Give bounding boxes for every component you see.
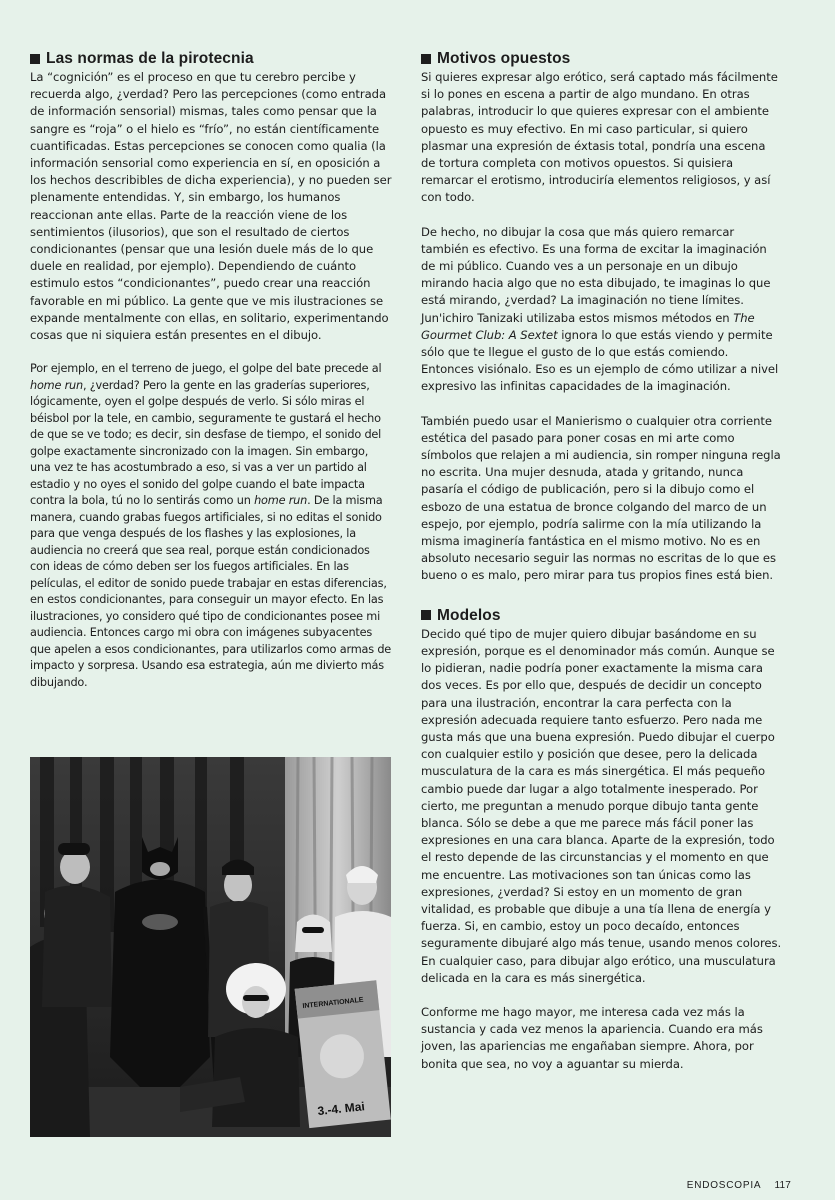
group-photo-illustration (30, 757, 391, 1137)
paragraph-home-run (30, 361, 392, 691)
group-photo (30, 757, 391, 1137)
italic-term: home run (30, 378, 83, 392)
paragraph-expresion: Decido qué tipo de mujer quiero dibujar basándome en su expresión, porque es el denominador más común. Aunque se lo pidieran, nadie podría poner exactamente la misma cara dos veces. Es por ello que, después de decidir un concepto para una ilustración, encontrar la cara perfecta con la expresión adecuada requiere tanto esfuerzo. Pero nada me gusta más que una buena expresión. Puedo dibujar el cuerpo con cualquier estilo y posición que desee, pero la delicada musculatura de la cara es más sinergética. El más pequeño cambio puede dar lugar a algo totalmente inesperado. Por cierto, me preguntan a menudo porque dibujo tanta gente blanca. Sólo se debe a que me parece más fácil poner las expresiones en una cara blanca. Aparte de la expresión, todo el resto depende de las circunstancias y el momento en que me encuentre. Las motivaciones son tan únicas como las expresiones, ¿verdad? Si estoy en un momento de gran vitalidad, es probable que dibuje a una tía llena de energía y fuerza. Si, en cambio, estoy un poco decaído, entonces seguramente dibujaré algo más tenue, usando menos colores. En cualquier caso, para dibujar algo erótico, una musculatura delicada en la cara es más sinergética. (421, 626, 782, 985)
heading-text: Las normas de la pirotecnia (46, 50, 254, 67)
text-run: , ¿verdad? Pero la gente en las graderías superiores, lógicamente, oyen el golpe después de verlo. Si sólo miras el béisbol por la tele, en cambio, seguramente te gustará el hecho de que se ve todo; es decir, sin desfase de tiempo, el sonido del golpe exactamente sincronizado con la imagen. Sin embargo, una vez te has acostumbrado a eso, si vas a ver un partido al estadio y no oyes el sonido del golpe cuando el bate impacta contra la bola, tú no lo sentirás como un (30, 378, 382, 508)
square-bullet-icon (421, 54, 431, 64)
poster-word: INTERNATIONALE (302, 996, 364, 1011)
section-heading-modelos (421, 605, 783, 626)
text-run: De hecho, no dibujar la cosa que más quiero remarcar también es efectivo. Es una forma de excitar la imaginación de mi público. Cuando ves a un personaje en un dibujo mirando hacia algo que no esta dibujado, te imaginas lo que está mirando, ¿verdad? La imaginación no tiene límites. Jun'ichiro Tanizaki utilizaba estos mismos métodos en (421, 224, 771, 325)
square-bullet-icon (30, 54, 40, 64)
page-number: 117 (774, 1180, 791, 1191)
paragraph-imaginacion (421, 224, 783, 396)
paragraph-erotico: Si quieres expresar algo erótico, será captado más fácilmente si lo pones en escena a partir de algo mundano. En otras palabras, introducir lo que quieres expresar con el ambiente opuesto es muy efectivo. En mi caso particular, si quiero plasmar una expresión de éxtasis total, pondría una escena de tortura completa con motivos opuestos. Si quisiera remarcar el erotismo, introduciría elementos religiosos, y así con todo. (421, 70, 778, 205)
square-bullet-icon (421, 610, 431, 620)
heading-text: Motivos opuestos (437, 50, 571, 67)
right-column (421, 48, 783, 1073)
section-heading-pirotecnia (30, 48, 392, 69)
page-footer (687, 1180, 791, 1191)
italic-term: home run (254, 494, 308, 508)
paragraph-sustancia: Conforme me hago mayor, me interesa cada vez más la sustancia y cada vez menos la apariencia. Cuando era más joven, las apariencias me engañaban siempre. Ahora, por bonita que sea, no voy a aguantar su mierda. (421, 1004, 763, 1071)
section-heading-motivos (421, 48, 783, 69)
text-run: Por ejemplo, en el terreno de juego, el golpe del bate precede al (30, 362, 382, 376)
book-title: The Gourmet Club: A Sextet (421, 310, 755, 342)
paragraph-cognicion: La “cognición” es el proceso en que tu cerebro percibe y recuerda algo, ¿verdad? Pero las percepciones (como entrada de información sensorial) mismas, tales como pensar que la sangre es “roja” o el hielo es “frío”, no están científicamente cuantificadas. Estas percepciones se conocen como qualia (la información sensorial como experiencia en sí, en oposición a los hechos describibles de dicha experiencia), y no pueden ser plenamente entendidas. Y, sin embargo, los humanos reaccionan ante ellas. Parte de la reacción viene de los sentimientos (ilusorios), que son el resultado de ciertos condicionantes (pensar que una lesión duele más de lo que duele en realidad, por ejemplo). Dependiendo de cuánto estimulo estos “condicionantes”, puedo crear una reacción favorable en mi público. La gente que ve mis ilustraciones se expande mentalmente con ellas, en solitario, experimentando cosas que ni siquiera están presentes en el dibujo. (30, 70, 392, 343)
left-column (30, 48, 392, 691)
heading-text: Modelos (437, 606, 501, 624)
text-run: ignora lo que estás viendo y permite sólo que te llegue el gusto de lo que estás comiendo. Entonces visiónalo. Eso es un ejemplo de cómo utilizar a nivel expresivo las infinitas capacidades de la imaginación. (421, 327, 779, 394)
paragraph-manierismo: También puedo usar el Manierismo o cualquier otra corriente estética del pasado para poner cosas en mi arte como símbolos que relajen a mi audiencia, sin romper ninguna regla no escrita. Una mujer desnuda, atada y gritando, nunca pasaría el código de publicación, pero si la dibujo como el esbozo de una estatua de bronce colgando del marco de un espejo, por ejemplo, podría salirme con la mía utilizando la misma imaginería fantástica en el mismo motivo. No es en absoluto necesario seguir las normas no escritas de lo que es bueno o es malo, pero mirar para tus propios fines está bien. (421, 413, 781, 583)
text-run: . De la misma manera, cuando grabas fuegos artificiales, si no editas el sonido para que venga después de los flashes y las explosiones, la audiencia no creerá que sea real, porque están condicionados con ideas de cómo deben ser los fuegos artificiales. En las películas, el editor de sonido puede trabajar en estas diferencias, en estos condicionantes, para conseguir un mayor efecto. En las ilustraciones, yo considero qué tipo de condicionantes posee mi audiencia. Entonces cargo mi obra con imágenes subyacentes que apelen a esos condicionantes, para utilizarlos como armas de impacto y sorpresa. Usando esa estrategia, aún me divierto más dibujando. (30, 494, 392, 689)
poster-date: 3.-4. Mai (316, 1099, 366, 1119)
running-section-name: ENDOSCOPIA (686, 1180, 761, 1191)
